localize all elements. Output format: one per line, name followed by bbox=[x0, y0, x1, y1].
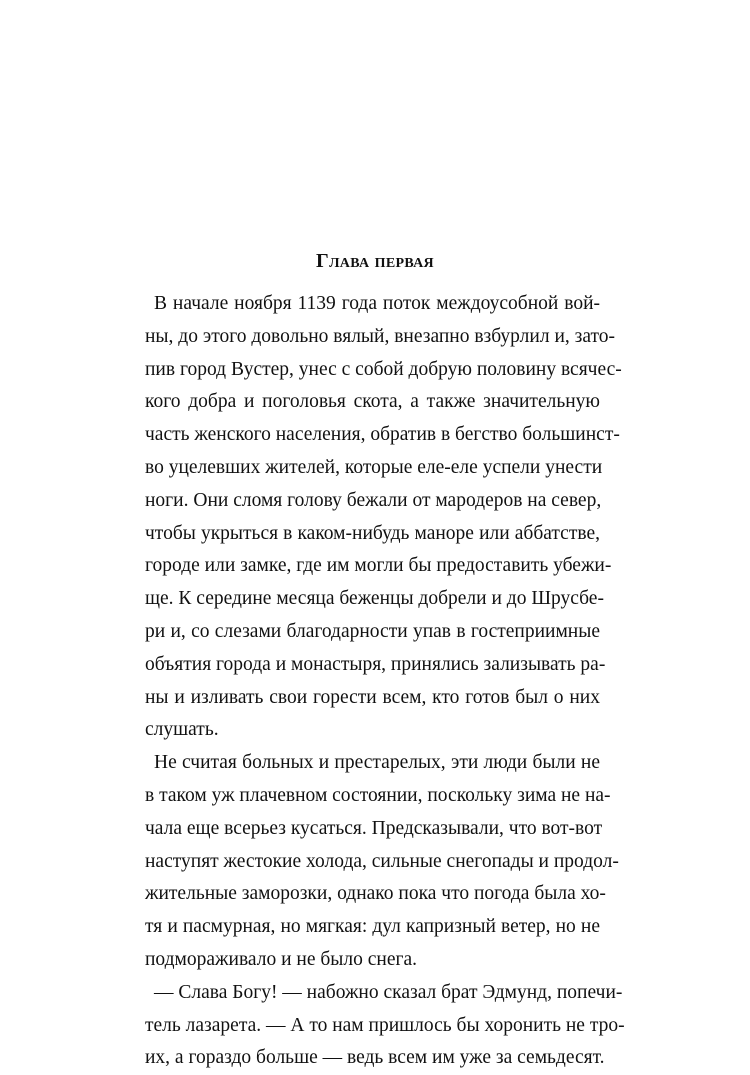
text-line: их, а гораздо больше — ведь всем им уже за семьдесят. bbox=[145, 1047, 605, 1069]
text-line: В начале ноября 1139 года поток междоусобной вой- bbox=[154, 293, 600, 314]
text-line: во уцелевших жителей, которые еле-еле успели унести bbox=[145, 456, 603, 478]
text-line: наступят жестокие холода, сильные снегопады и продол- bbox=[145, 850, 619, 872]
text-line: чала еще всерьез кусаться. Предсказывали, что вот-вот bbox=[145, 817, 603, 839]
text-line: часть женского населения, обратив в бегство большинст- bbox=[145, 424, 620, 446]
text-line: слушать. bbox=[145, 719, 219, 741]
text-line: ще. К середине месяца беженцы добрели и до Шрусбе- bbox=[145, 588, 604, 610]
text-line: объятия города и монастыря, принялись зализывать ра- bbox=[145, 653, 606, 675]
chapter-title-text: Глава первая bbox=[316, 250, 434, 272]
text-line: городе или замке, где им могли бы предоставить убежи- bbox=[145, 555, 612, 577]
text-line: в таком уж плачевном состоянии, поскольку зима не на- bbox=[145, 784, 611, 806]
text-line: жительные заморозки, однако пока что погода была хо- bbox=[145, 883, 606, 905]
text-line: тель лазарета. — А то нам пришлось бы хоронить не тро- bbox=[145, 1014, 625, 1036]
text-line: ри и, со слезами благодарности упав в гостеприимные bbox=[145, 620, 600, 642]
text-line: ны, до этого довольно вялый, внезапно взбурлил и, зато- bbox=[145, 325, 615, 347]
chapter-title bbox=[0, 250, 750, 273]
text-line: ноги. Они сломя голову бежали от мародеров на север, bbox=[145, 489, 602, 511]
chapter-body bbox=[145, 288, 625, 1075]
text-line: кого добра и поголовья скота, а также значительную bbox=[145, 391, 600, 413]
text-line: Не считая больных и престарелых, эти люди были не bbox=[154, 752, 600, 774]
text-line: — Слава Богу! — набожно сказал брат Эдмунд, попечи- bbox=[154, 981, 623, 1003]
text-line: ны и изливать свои горести всем, кто готов был о них bbox=[145, 686, 600, 708]
text-line: чтобы укрыться в каком-нибудь маноре или аббатстве, bbox=[145, 522, 600, 544]
text-line: пив город Вустер, унес с собой добрую половину всячес- bbox=[145, 358, 622, 380]
text-line: подмораживало и не было снега. bbox=[145, 948, 418, 970]
text-line: тя и пасмурная, но мягкая: дул капризный ветер, но не bbox=[145, 916, 600, 938]
